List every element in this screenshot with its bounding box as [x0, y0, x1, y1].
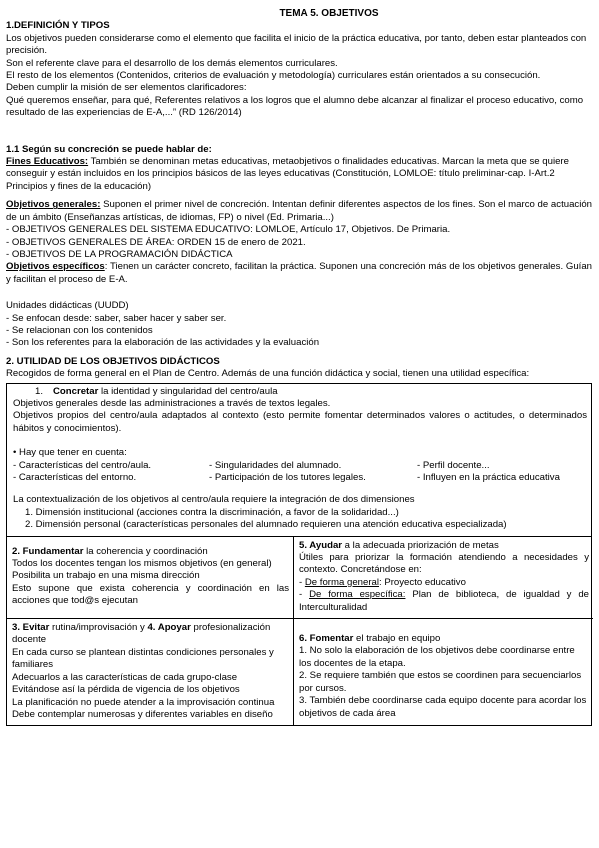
generales-paragraph	[6, 199, 592, 224]
concretar-line-1: Objetivos generales desde las administraciones a través de textos legales.	[13, 397, 331, 409]
ayudar-cell	[293, 537, 593, 618]
section-2-intro: Recogidos de forma general en el Plan de Centro. Además de una función didáctica y social, tienen una utilidad específica:	[6, 368, 530, 380]
section-2-heading: 2. UTILIDAD DE LOS OBJETIVOS DIDÁCTICOS	[6, 355, 220, 367]
factor-b-1: - Características del entorno.	[13, 472, 137, 483]
uudd-item-2: - Se relacionan con los contenidos	[6, 324, 153, 336]
fundamentar-rest: la coherencia y coordinación	[83, 545, 208, 557]
fundamentar-cell	[7, 537, 293, 618]
especificos-paragraph	[6, 261, 592, 286]
section-1-1-heading: 1.1 Según su concreción se puede hablar de:	[6, 143, 212, 155]
generales-label: Objetivos generales:	[6, 199, 101, 211]
concretar-bold: Concretar	[53, 385, 99, 397]
evitar-cell	[7, 618, 293, 725]
concretar-rest: la identidad y singularidad del centro/aula	[98, 385, 278, 397]
factors-row-b	[13, 472, 587, 484]
dimension-2: 2. Dimensión personal (características personales del alumnado requieren una atención educativa especializada)	[25, 519, 507, 531]
generales-bullet-1: - OBJETIVOS GENERALES DEL SISTEMA EDUCATIVO: LOMLOE, Artículo 17, Objetivos. De Primaria.	[6, 224, 451, 236]
apoyar-bold: 4. Apoyar	[147, 622, 191, 634]
ayudar-heading	[299, 540, 589, 552]
factors-row-a	[13, 460, 587, 472]
ayudar-bold: 5. Ayudar	[299, 539, 343, 551]
ayudar-line-1: Útiles para priorizar la formación atendiendo a necesidades y contexto. Concretándose en:	[299, 552, 589, 576]
utilities-grid	[6, 537, 592, 727]
factor-b-2: - Participación de los tutores legales.	[209, 472, 366, 483]
evitar-heading	[12, 622, 289, 647]
fundamentar-line-2: Posibilita un trabajo en una misma dirección	[12, 570, 200, 582]
generales-bullet-2: - OBJETIVOS GENERALES DE ÁREA: ORDEN 15 de enero de 2021.	[6, 236, 306, 248]
fundamentar-line-3: Esto supone que exista coherencia y coordinación en las acciones que tod@s ejecutan	[12, 582, 289, 607]
forma-general-text: : Proyecto educativo	[379, 576, 466, 588]
fundamentar-bold: 2. Fundamentar	[12, 545, 84, 557]
evitar-line-2: Adecuarlos a las características de cada grupo-clase	[12, 671, 238, 683]
uudd-item-3: - Son los referentes para la elaboración de las actividades y la evaluación	[6, 337, 320, 349]
uudd-title: Unidades didácticas (UUDD)	[6, 300, 129, 312]
contextualizacion: La contextualización de los objetivos al centro/aula requiere la integración de dos dimensiones	[13, 494, 415, 506]
fomentar-bold: 6. Fomentar	[299, 633, 354, 645]
document-page	[6, 8, 592, 726]
fundamentar-line-1: Todos los docentes tengan los mismos objetivos (en general)	[12, 558, 272, 570]
fines-label: Fines Educativos:	[6, 156, 89, 168]
fomentar-rest: el trabajo en equipo	[353, 633, 441, 645]
factor-b-3: - Influyen en la práctica educativa	[417, 472, 560, 483]
forma-especifica-text: Plan de biblioteca, de igualdad y de Interculturalidad	[299, 589, 589, 613]
fomentar-cell	[293, 618, 593, 725]
s1-line-4: Deben cumplir la misión de ser elementos clarificadores:	[6, 82, 247, 94]
fomentar-heading	[299, 633, 589, 645]
fomentar-line-3: 3. También debe coordinarse cada equipo docente para acordar los objetivos de cada área	[299, 695, 587, 719]
evitar-line-5: Debe contemplar numerosas y diferentes variables en diseño	[12, 708, 273, 720]
concretar-line-2: Objetivos propios del centro/aula adaptados al contexto (esto permite fomentar determinados valores o actitudes, o determinados hábitos y conocimientos).	[13, 410, 587, 434]
page-title: TEMA 5. OBJETIVOS	[279, 8, 379, 19]
s1-line-2: Son el referente clave para el desarrollo de los demás elementos curriculares.	[6, 57, 338, 69]
fundamentar-heading	[12, 546, 289, 558]
concretar-number: 1.	[35, 385, 44, 397]
concretar-box	[6, 383, 592, 537]
especificos-label: Objetivos específicos	[6, 261, 105, 273]
forma-especifica-label: De forma específica:	[309, 589, 406, 601]
fines-text: También se denominan metas educativas, metaobjetivos o finalidades educativas. Marcan la meta que se quiere conseguir y están incluidos en los principios básicos de las leyes educativas (Constitución, LOMLOE: título preliminar-cap. I-Art.2 Principios y fines de la educación)	[6, 156, 569, 192]
dimension-1: 1. Dimensión institucional (acciones contra la discriminación, a favor de la solidaridad...)	[25, 506, 399, 518]
evitar-rest: profesionalización docente	[12, 622, 271, 646]
evitar-line-4: La planificación no puede atender a la improvisación continua	[12, 696, 275, 708]
evitar-line-1: En cada curso se plantean distintas condiciones personales y familiares	[12, 646, 274, 671]
fomentar-line-1: 1. No solo la elaboración de los objetivos debe coordinarse entre los docentes de la etapa.	[299, 645, 575, 669]
factor-a-3: - Perfil docente...	[417, 459, 490, 471]
evitar-line-3: Evitándose así la pérdida de vigencia de los objetivos	[12, 684, 240, 696]
concretar-heading	[13, 386, 587, 398]
factor-a-1: - Características del centro/aula.	[13, 459, 152, 471]
especificos-text: : Tienen un carácter concreto, facilitan la práctica. Suponen una concreción más de los objetivos generales. Guían y facilitan el proceso de E-A.	[6, 261, 592, 285]
evitar-mid: rutina/improvisación y	[49, 622, 148, 634]
factor-a-2: - Singularidades del alumnado.	[209, 459, 342, 471]
section-1-heading: 1.DEFINICIÓN Y TIPOS	[6, 20, 110, 32]
forma-general-label: De forma general	[304, 576, 379, 588]
s1-line-5: Qué queremos enseñar, para qué, Referentes relativos a los logros que el alumno debe alcanzar al finalizar el proceso educativo, como resultado de las experiencias de E-A,...” (RD 126/2014)	[6, 94, 584, 119]
hay-que-tener: • Hay que tener en cuenta:	[13, 447, 127, 459]
ayudar-rest: a la adecuada priorización de metas	[342, 539, 499, 551]
fomentar-line-2: 2. Se requiere también que estos se coordinen para secuenciarlos por cursos.	[299, 670, 582, 694]
ayudar-line-3: - De forma específica: Plan de biblioteca, de igualdad y de Interculturalidad	[299, 589, 589, 613]
fines-paragraph	[6, 156, 592, 193]
evitar-bold: 3. Evitar	[12, 622, 50, 634]
s1-line-3: El resto de los elementos (Contenidos, criterios de evaluación y metodología) curriculares están orientados a su consecución.	[6, 70, 541, 82]
ayudar-line-2: - De forma general: Proyecto educativo	[299, 576, 466, 588]
generales-bullet-3: - OBJETIVOS DE LA PROGRAMACIÓN DIDÁCTICA	[6, 248, 233, 260]
generales-text: Suponen el primer nivel de concreción. Intentan definir diferentes aspectos de los fines. Son el marco de actuación de un ámbito (Enseñanzas artísticas, de idiomas, FP) o nivel (Ed. Primaria...)	[6, 199, 593, 223]
s1-line-1: Los objetivos pueden considerarse como el elemento que facilita el inicio de la práctica educativa, por tanto, deben estar planteados con precisión.	[6, 32, 587, 57]
uudd-item-1: - Se enfocan desde: saber, saber hacer y saber ser.	[6, 312, 227, 324]
